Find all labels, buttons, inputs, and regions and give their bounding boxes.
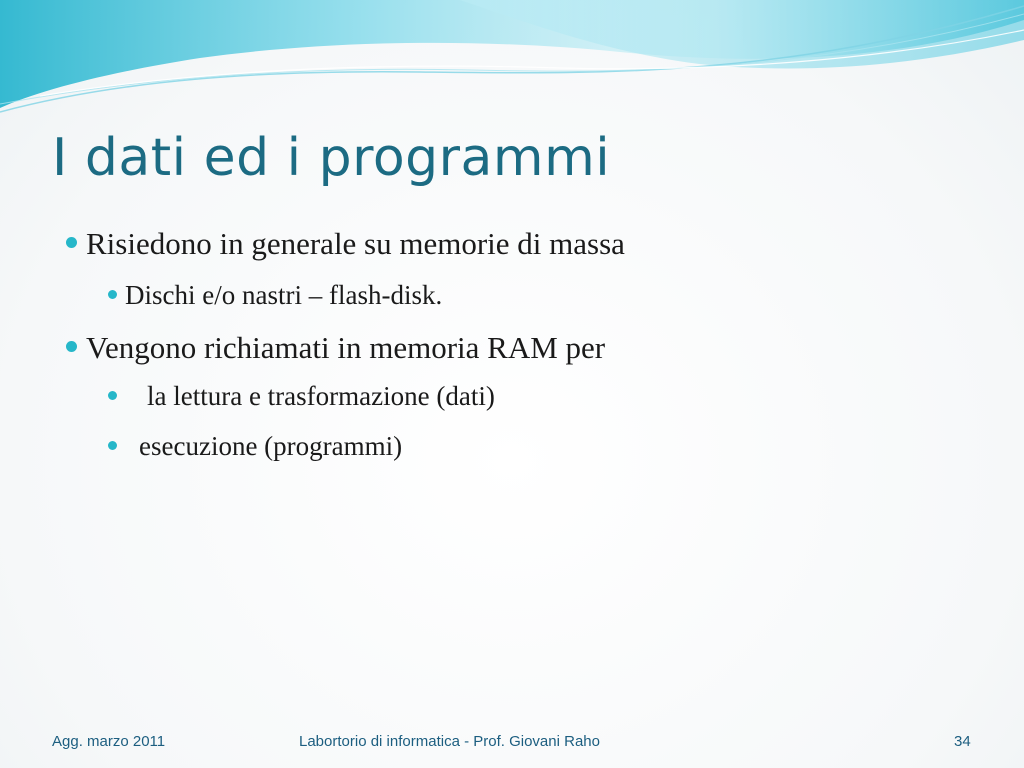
bullet-text: la lettura e trasformazione (dati) — [147, 381, 495, 411]
bullet-item — [108, 431, 402, 462]
bullet-text: Risiedono in generale su memorie di massa — [86, 226, 625, 261]
bullet-dot-icon — [66, 341, 77, 352]
footer-date: Agg. marzo 2011 — [52, 733, 166, 750]
bullet-dot-icon — [108, 441, 117, 450]
bullet-item — [66, 226, 625, 262]
bullet-item — [108, 280, 442, 311]
slide-title: I dati ed i programmi — [52, 128, 611, 188]
footer-course: Labortorio di informatica - Prof. Giovani Raho — [299, 733, 600, 750]
bullet-item — [108, 381, 495, 412]
bullet-text: Dischi e/o nastri – flash-disk. — [125, 280, 443, 310]
bullet-dot-icon — [108, 290, 117, 299]
bullet-text: esecuzione (programmi) — [139, 431, 403, 461]
bullet-item — [66, 330, 605, 366]
bullet-dot-icon — [66, 237, 77, 248]
bullet-dot-icon — [108, 391, 117, 400]
bullet-text: Vengono richiamati in memoria RAM per — [86, 330, 606, 365]
footer-page-number: 34 — [954, 733, 971, 750]
